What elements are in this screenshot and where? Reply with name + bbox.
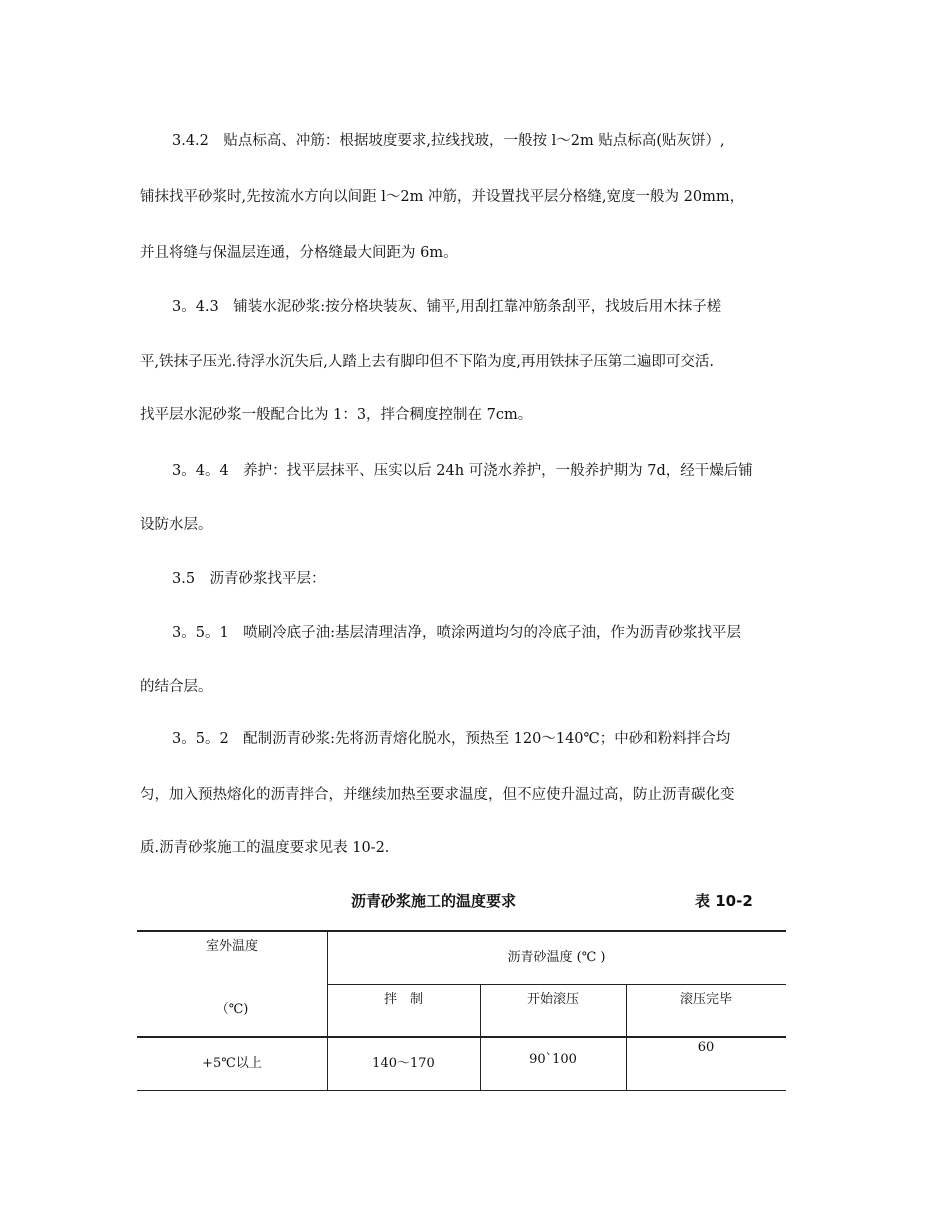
paragraph-6-line-1: 3。5。2 配制沥青砂浆:先将沥青熔化脱水，预热至 120～140℃；中砂和粉料拌合均 xyxy=(172,731,731,747)
table-number: 表 10-2 xyxy=(695,892,753,910)
section-heading-3-5: 3.5 沥青砂浆找平层： xyxy=(172,571,326,587)
paragraph-3-line-2: 设防水层。 xyxy=(140,517,213,533)
paragraph-1-line-2: 铺抹找平砂浆时,先按流水方向以间距 l～2m 冲筋，并设置找平层分格缝,宽度一般为 20mm， xyxy=(140,189,745,205)
row-outdoor-value: +5℃以上 xyxy=(202,1056,262,1071)
paragraph-3-line-1: 3。4。4 养护：找平层抹平、压实以后 24h 可浇水养护，一般养护期为 7d，经干燥后铺 xyxy=(172,463,753,479)
temperature-table xyxy=(137,930,786,1091)
table-group-rule xyxy=(327,984,786,985)
header-outdoor-unit: （℃) xyxy=(215,1002,249,1017)
row-finish-value: 60 xyxy=(697,1040,715,1055)
paragraph-1-line-1: 3.4.2 贴点标高、冲筋：根据坡度要求,拉线找玻，一般按 l～2m 贴点标高(贴灰饼）, xyxy=(172,133,725,149)
paragraph-5-line-1: 3。5。1 喷刷冷底子油:基层清理洁净，喷涂两道均匀的冷底子油，作为沥青砂浆找平层 xyxy=(172,625,742,641)
header-start-rolling: 开始滚压 xyxy=(526,992,579,1007)
row-mix-value: 140～170 xyxy=(372,1056,435,1071)
paragraph-2-line-2: 平,铁抹子压光.待浮水沉失后,人踏上去有脚印但不下陷为度,再用铁抹子压第二遍即可交活. xyxy=(140,354,715,370)
paragraph-6-line-2: 匀，加入预热熔化的沥青拌合，并继续加热至要求温度，但不应使升温过高，防止沥青碳化变 xyxy=(140,787,735,803)
table-title: 沥青砂浆施工的温度要求 xyxy=(351,892,517,910)
paragraph-6-line-3: 质.沥青砂浆施工的温度要求见表 10-2. xyxy=(140,840,390,856)
paragraph-2-line-3: 找平层水泥砂浆一般配合比为 1：3，拌合稠度控制在 7cm。 xyxy=(140,407,533,423)
table-bottom-rule xyxy=(137,1090,786,1091)
paragraph-1-line-3: 并且将缝与保温层连通，分格缝最大间距为 6m。 xyxy=(140,245,458,261)
header-asphalt-temp: 沥青砂温度 (℃ ) xyxy=(507,950,606,965)
header-finish-rolling: 滚压完毕 xyxy=(679,992,732,1007)
header-mixing: 拌 制 xyxy=(383,992,423,1007)
table-top-rule xyxy=(137,930,786,932)
header-outdoor-temp: 室外温度 xyxy=(205,939,258,954)
table-header-rule xyxy=(137,1036,786,1038)
paragraph-2-line-1: 3。4.3 铺装水泥砂浆:按分格块装灰、铺平,用刮扛靠冲筋条刮平，找坡后用木抹子槎 xyxy=(172,299,722,315)
paragraph-5-line-2: 的结合层。 xyxy=(140,679,213,695)
row-start-value: 90`100 xyxy=(529,1052,577,1067)
